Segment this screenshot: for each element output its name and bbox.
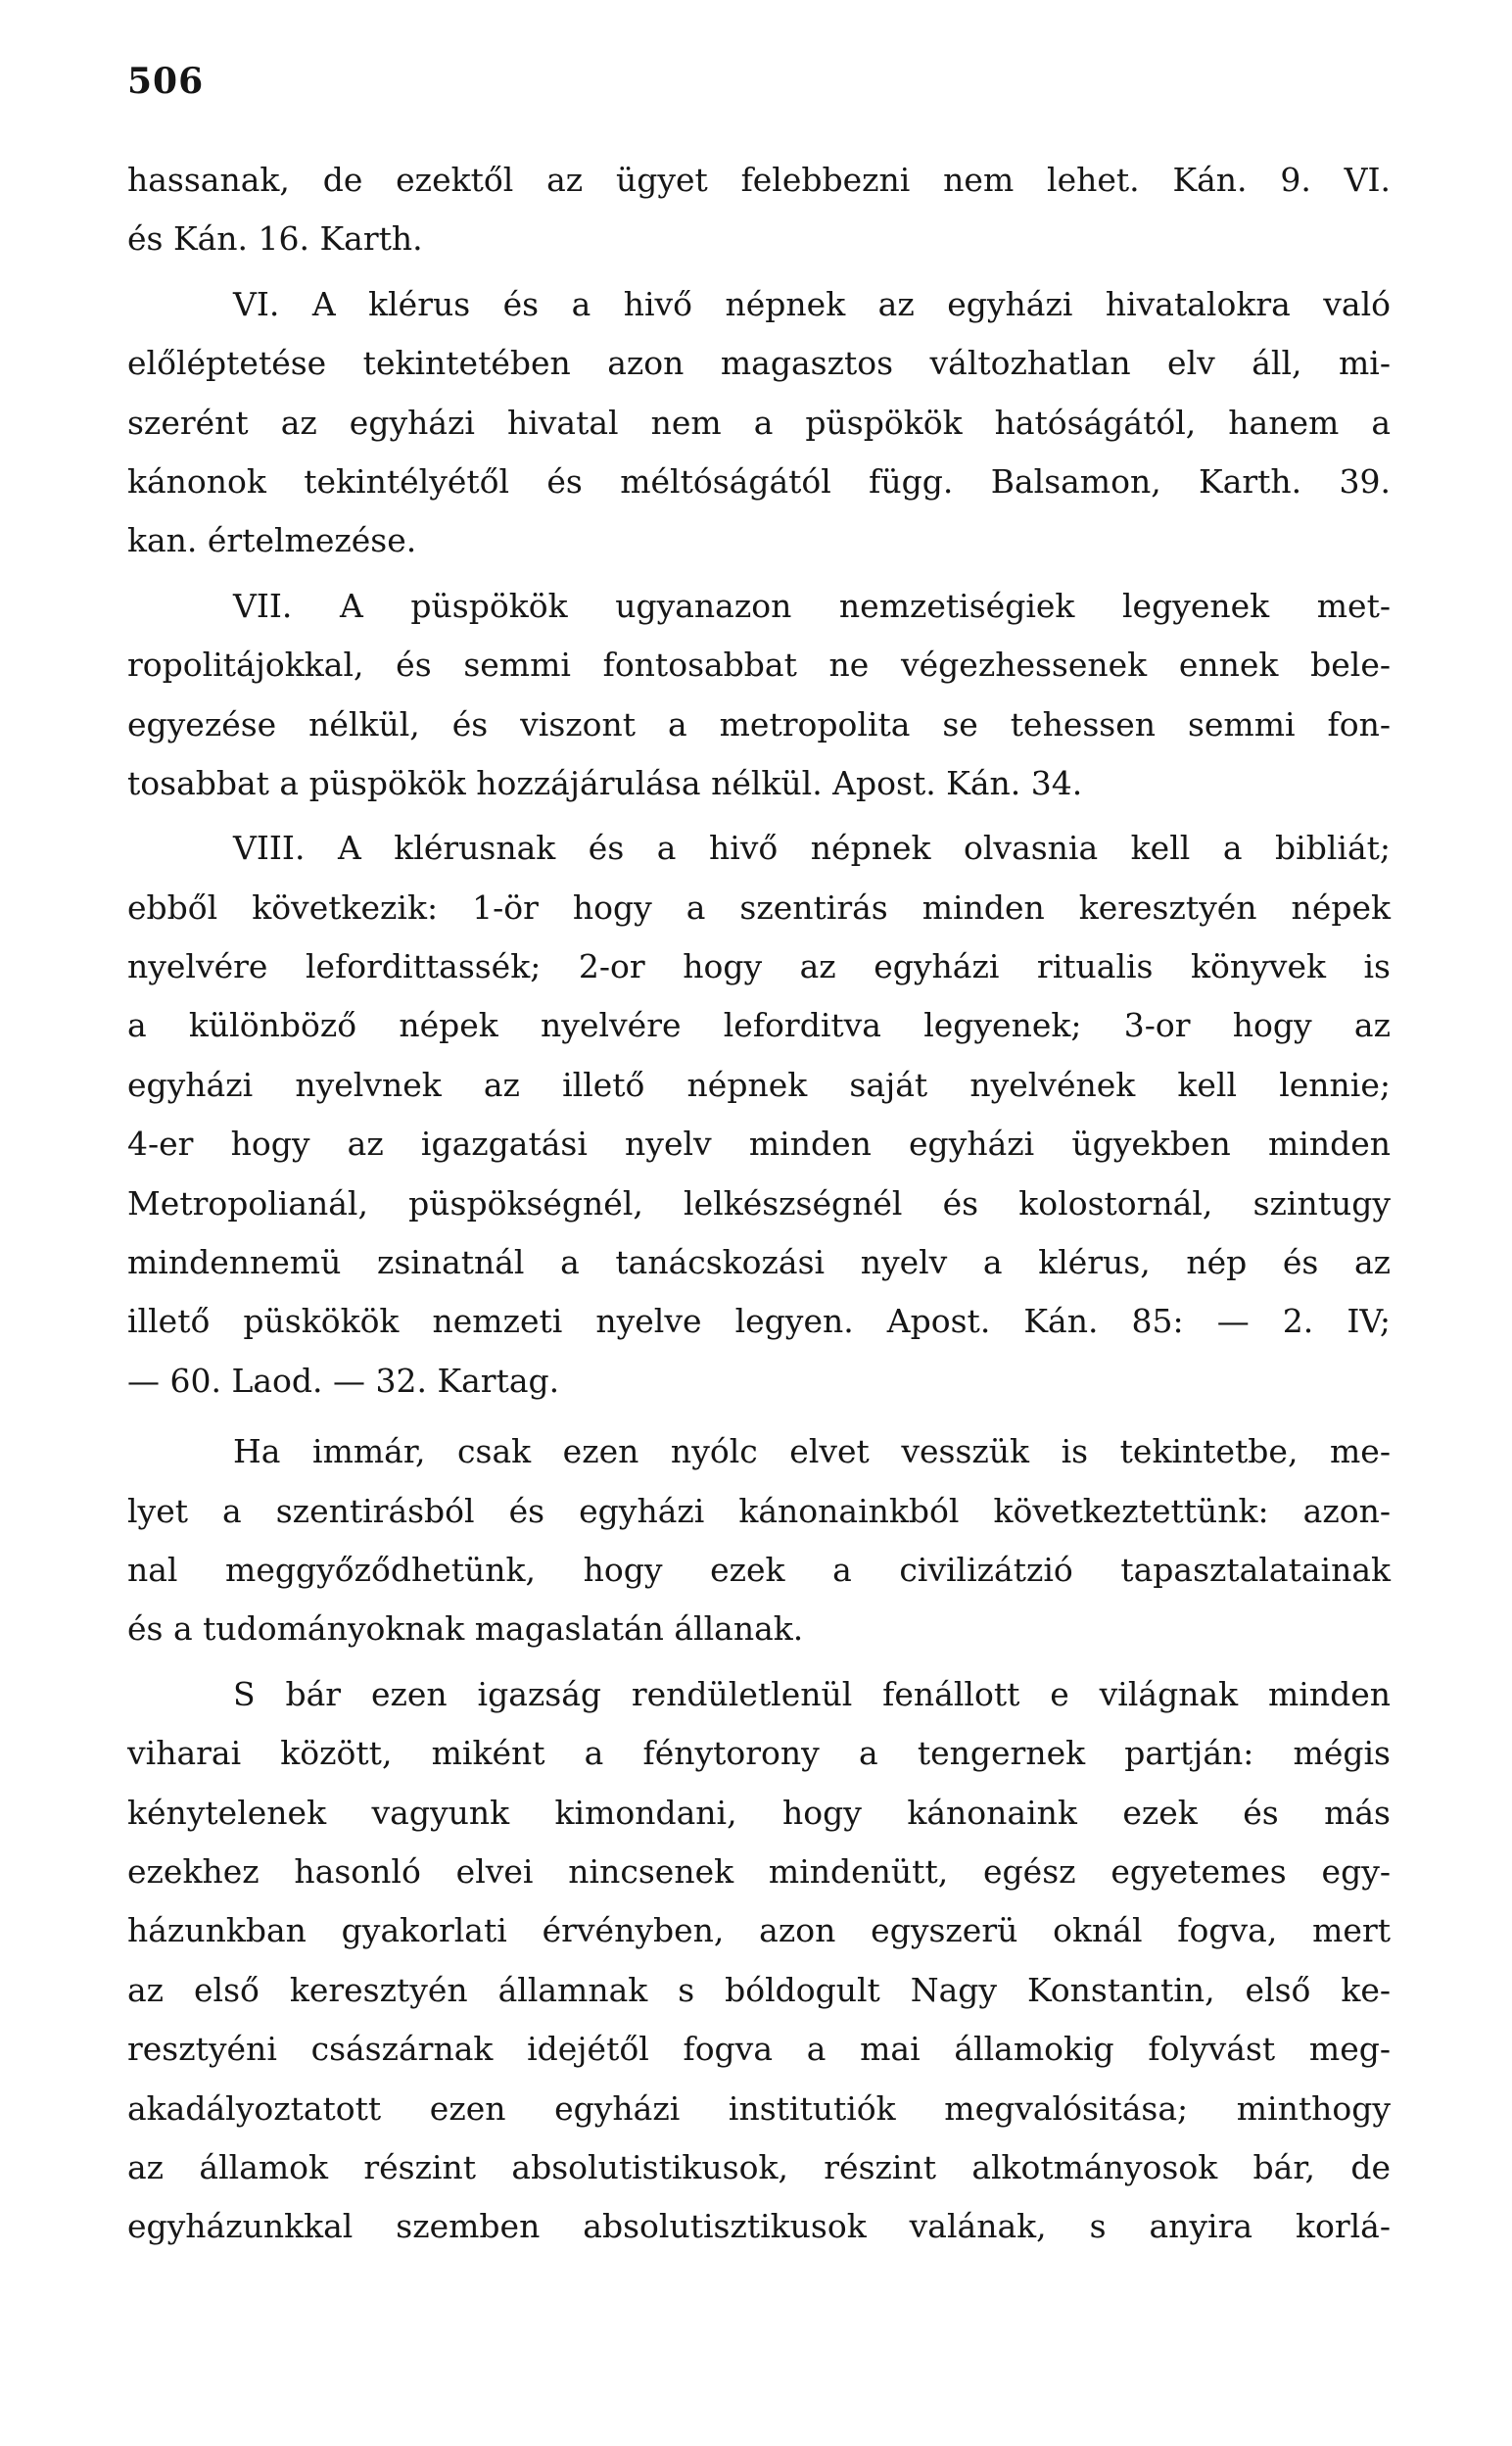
paragraph-continuation (127, 151, 1391, 269)
text-line: kénytelenek vagyunk kimondani, hogy kánonaink ezek és más (127, 1793, 1391, 1832)
text-line: S bár ezen igazság rendületlenül fenállott e világnak minden (233, 1674, 1391, 1713)
text-line: az első keresztyén államnak s bóldogult Nagy Konstantin, első ke- (127, 1970, 1391, 2009)
text-line: az államok részint absolutistikusok, részint alkotmányosok bár, de (127, 2147, 1391, 2186)
text-line: resztyéni császárnak idejétől fogva a mai államokig folyvást meg- (127, 2030, 1391, 2069)
text-line: Metropolianál, püspökségnél, lelkészségnél és kolostornál, szintugy (127, 1183, 1391, 1223)
text-line: ebből következik: 1-ör hogy a szentirás minden keresztyén népek (127, 887, 1391, 927)
paragraph-vi (127, 275, 1391, 571)
text-line: tosabbat a püspökök hozzájárulása nélkül. Apost. Kán. 34. (127, 763, 1083, 802)
text-line: egyezése nélkül, és viszont a metropolita se tehessen semmi fon- (127, 704, 1391, 743)
text-line: 4-er hogy az igazgatási nyelv minden egyházi ügyekben minden (127, 1125, 1391, 1164)
paragraph-vii (127, 577, 1391, 814)
text-line: és a tudományoknak magaslatán állanak. (127, 1609, 804, 1649)
text-line: előléptetése tekintetében azon magasztos változhatlan elv áll, mi- (127, 344, 1391, 383)
text-line: kánonok tekintélyétől és méltóságától függ. Balsamon, Karth. 39. (127, 461, 1391, 501)
text-line: viharai között, miként a fénytorony a tengernek partján: mégis (127, 1734, 1391, 1773)
text-line: lyet a szentirásból és egyházi kánonainkból következtettünk: azon- (127, 1491, 1391, 1530)
text-line: és Kán. 16. Karth. (127, 219, 423, 259)
text-line: a különböző népek nyelvére leforditva legyenek; 3-or hogy az (127, 1006, 1391, 1045)
text-line: — 60. Laod. — 32. Kartag. (127, 1361, 560, 1400)
text-line: nal meggyőződhetünk, hogy ezek a civilizátzió tapasztalatainak (127, 1550, 1391, 1589)
text-line: szerént az egyházi hivatal nem a püspökök hatóságától, hanem a (127, 403, 1391, 442)
text-line: egyházunkkal szemben absolutisztikusok valának, s anyira korlá- (127, 2207, 1391, 2246)
text-line: házunkban gyakorlati érvényben, azon egyszerü oknál fogva, mert (127, 1911, 1391, 1950)
text-line: VII. A püspökök ugyanazon nemzetiségiek legyenek met- (233, 586, 1391, 625)
text-line: VIII. A klérusnak és a hivő népnek olvasnia kell a bibliát; (233, 829, 1391, 868)
text-line: VI. A klérus és a hivő népnek az egyházi hivatalokra való (233, 284, 1391, 323)
text-line: egyházi nyelvnek az illető népnek saját nyelvének kell lennie; (127, 1065, 1391, 1104)
text-line: nyelvére lefordittassék; 2-or hogy az egyházi ritualis könyvek is (127, 947, 1391, 986)
text-line: ropolitájokkal, és semmi fontosabbat ne végezhessenek ennek bele- (127, 646, 1391, 685)
text-line: ezekhez hasonló elvei nincsenek mindenütt, egész egyetemes egy- (127, 1851, 1391, 1891)
paragraph-ha-immar (127, 1422, 1391, 1659)
paragraph-s-bar (127, 1665, 1391, 2257)
page-number: 506 (127, 61, 205, 102)
text-line: kan. értelmezése. (127, 521, 417, 560)
body-text (127, 151, 1391, 2257)
text-line: Ha immár, csak ezen nyólc elvet vesszük is tekintetbe, me- (233, 1432, 1391, 1471)
text-line: akadályoztatott ezen egyházi institutiók megvalósitása; minthogy (127, 2088, 1391, 2128)
text-line: mindennemü zsinatnál a tanácskozási nyelv a klérus, nép és az (127, 1243, 1391, 1282)
text-line: illető püskökök nemzeti nyelve legyen. Apost. Kán. 85: — 2. IV; (127, 1302, 1391, 1341)
paragraph-viii (127, 819, 1391, 1411)
text-line: hassanak, de ezektől az ügyet felebbezni nem lehet. Kán. 9. VI. (127, 161, 1391, 199)
